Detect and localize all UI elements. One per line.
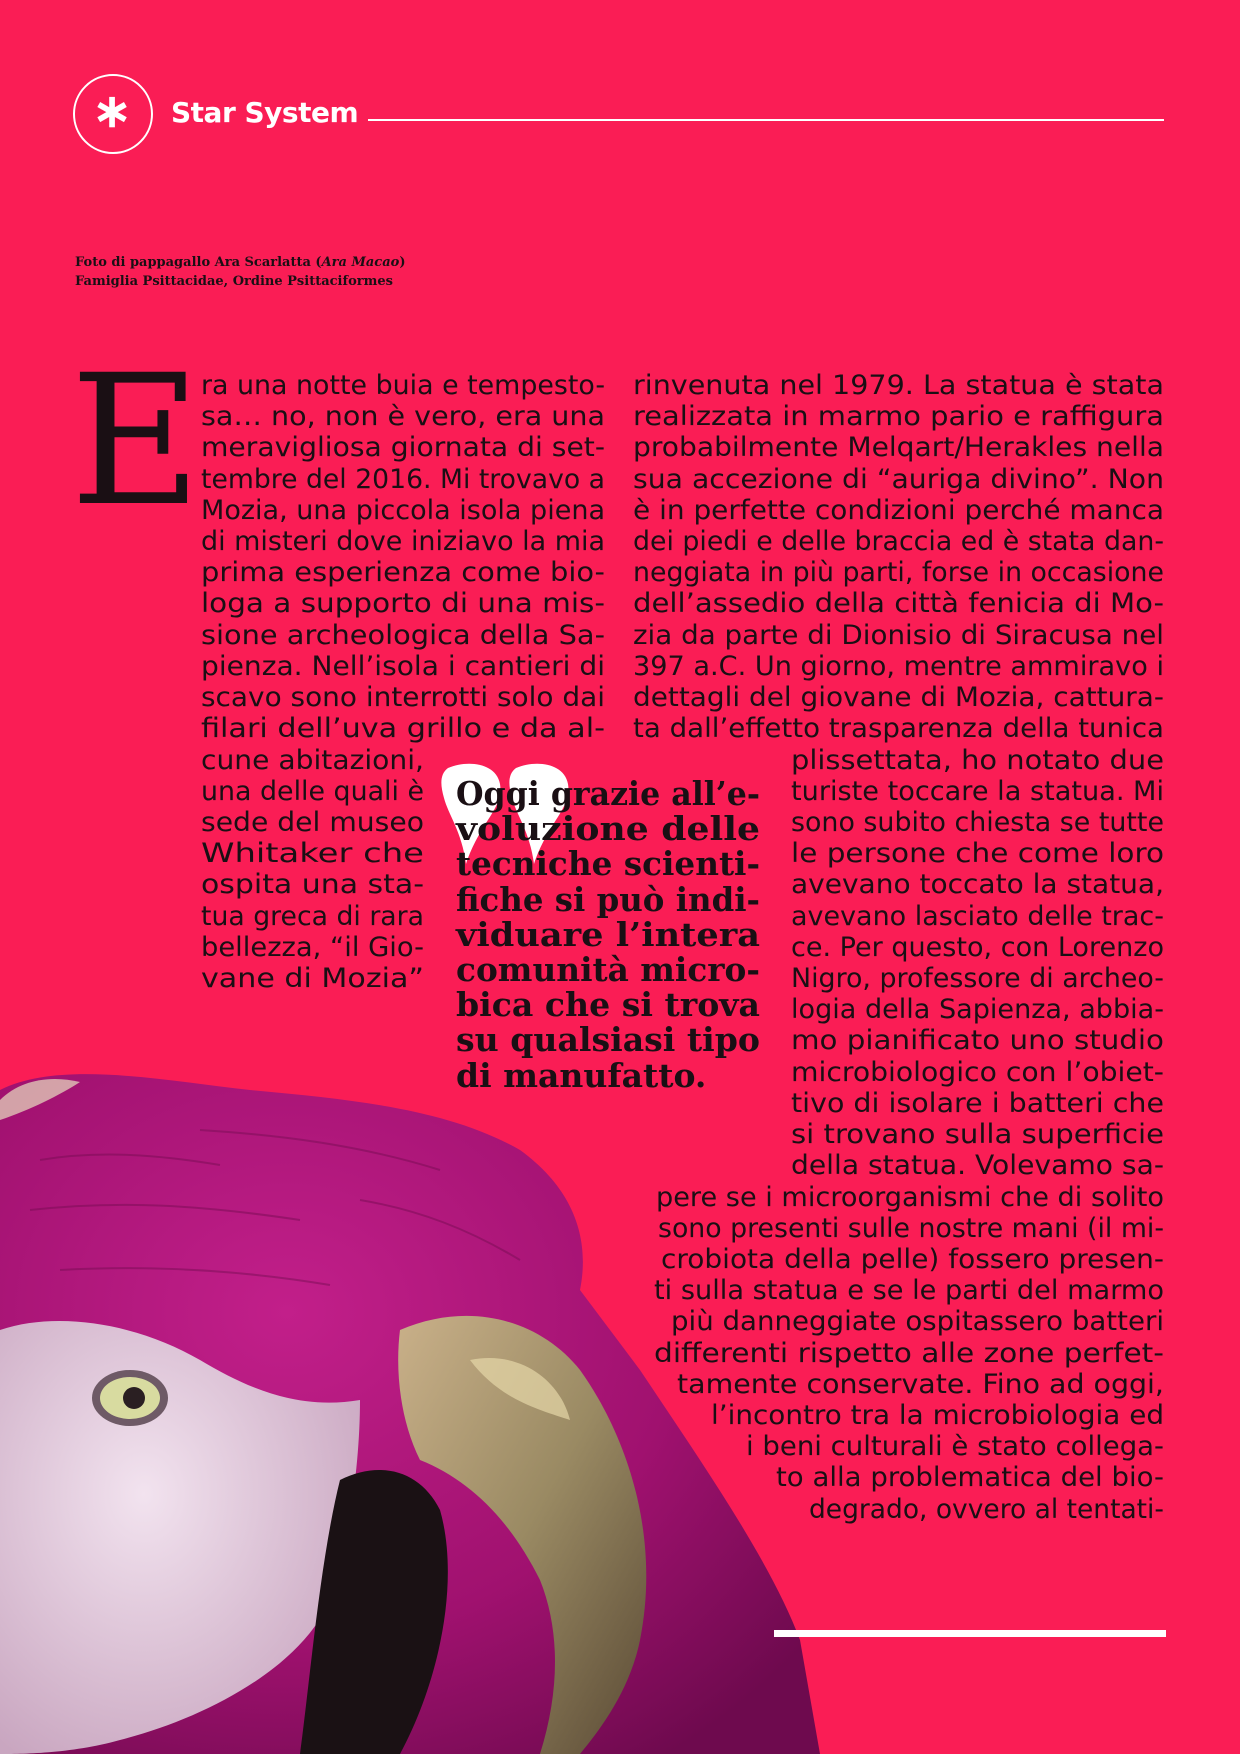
text-line: dei piedi e delle braccia ed è stata dan- [633, 526, 1164, 557]
text-line: le persone che come loro [791, 838, 1164, 870]
text-line: sono presenti sulle nostre mani (il mi- [658, 1212, 1164, 1244]
text-line: su qualsiasi tipo [456, 1020, 760, 1060]
text-line: ospita una sta- [201, 869, 425, 901]
text-line: Nigro, professore di archeo- [791, 962, 1164, 994]
text-line: neggiata in più parti, forse in occasione [633, 557, 1164, 589]
text-line: avevano toccato la statua, [791, 869, 1165, 901]
text-line: pienza. Nell’isola i cantieri di [201, 650, 606, 682]
text-line: realizzata in marmo pario e raffigura [633, 401, 1165, 433]
text-line: rinvenuta nel 1979. La statua è stata [633, 370, 1165, 401]
caption-text: Foto di pappagallo Ara Scarlatta ( [75, 255, 322, 270]
text-line: logia della Sapienza, abbia- [791, 994, 1165, 1026]
text-line: voluzione delle [456, 809, 760, 849]
text-line: Mozia, una piccola isola piena [201, 494, 606, 526]
bottom-divider [774, 1630, 1166, 1637]
caption-line-2: Famiglia Psittacidae, Ordine Psittaciformes [75, 274, 393, 289]
text-line: bellezza, “il Gio- [201, 931, 425, 963]
text-line: avevano lasciato delle trac- [791, 900, 1165, 932]
logo-badge [73, 74, 153, 154]
caption-line-1 [75, 253, 405, 272]
text-line: una delle quali è [201, 775, 424, 807]
header-divider [368, 119, 1164, 121]
text-line: sua accezione di “auriga divino”. Non [633, 463, 1165, 495]
text-line: si trovano sulla superficie [791, 1118, 1164, 1150]
text-line: zia da parte di Dionisio di Siracusa nel [633, 619, 1165, 651]
text-line: più danneggiate ospitassero batteri [671, 1306, 1165, 1338]
text-line: mo pianificato uno studio [791, 1025, 1164, 1057]
text-line: è in perfette condizioni perché manca [633, 494, 1165, 526]
text-line: filari dell’uva grillo e da al- [201, 713, 606, 745]
photo-caption [75, 253, 405, 291]
text-line: dettagli del giovane di Mozia, cattura- [633, 682, 1164, 713]
text-line: degrado, ovvero al tentati- [809, 1493, 1164, 1525]
text-line: tivo di isolare i batteri che [791, 1087, 1165, 1119]
text-line: della statua. Volevamo sa- [791, 1150, 1164, 1182]
text-line: tecniche scienti- [456, 844, 761, 884]
text-line: tembre del 2016. Mi trovavo a [201, 463, 606, 495]
text-line: crobiota della pelle) fossero presen- [661, 1243, 1164, 1275]
text-line: meravigliosa giornata di set- [201, 432, 606, 464]
caption-text: ) [399, 255, 406, 270]
text-line: microbiologico con l’obiet- [791, 1056, 1164, 1088]
drop-cap: E [70, 337, 202, 546]
text-line: bica che si trova [456, 985, 761, 1025]
text-line: sede del museo [201, 806, 424, 838]
text-line: i beni culturali è stato collega- [746, 1431, 1164, 1463]
text-line: 397 a.C. Un giorno, mentre ammiravo i [633, 650, 1164, 682]
text-line: pere se i microorganismi che di solito [656, 1181, 1165, 1213]
text-line: cune abitazioni, [201, 744, 424, 776]
text-line: scavo sono interrotti solo dai [201, 682, 605, 713]
text-line: to alla problematica del bio- [776, 1462, 1164, 1494]
text-line: dell’assedio della città fenicia di Mo- [633, 588, 1164, 620]
text-line: viduare l’intera [456, 914, 760, 954]
text-line: di manufatto. [456, 1055, 707, 1095]
text-line: probabilmente Melqart/Herakles nella [633, 432, 1165, 464]
text-line: Oggi grazie all’e- [456, 774, 761, 813]
text-line: ra una notte buia e tempesto- [201, 370, 606, 401]
text-line: di misteri dove iniziavo la mia [201, 526, 606, 557]
text-line: differenti rispetto alle zone perfet- [654, 1337, 1165, 1369]
text-line: l’incontro tra la microbiologia ed [711, 1399, 1165, 1431]
section-title: Star System [171, 96, 359, 129]
text-line: vane di Mozia” [201, 962, 425, 994]
text-line: tamente conservate. Fino ad oggi, [677, 1368, 1164, 1400]
text-line: comunità micro- [456, 950, 761, 989]
asterisk-icon [75, 76, 151, 152]
text-line: fiche si può indi- [456, 879, 761, 919]
text-line: ti sulla statua e se le parti del marmo [654, 1275, 1164, 1307]
text-line: tua greca di rara [201, 900, 425, 932]
text-line: prima esperienza come bio- [201, 557, 606, 589]
caption-species: Ara Macao [321, 255, 400, 270]
text-line: sono subito chiesta se tutte [791, 806, 1164, 838]
text-line: ce. Per questo, con Lorenzo [791, 931, 1164, 963]
text-line: sione archeologica della Sa- [201, 619, 605, 651]
text-line: plissettata, ho notato due [791, 744, 1165, 776]
text-line: turiste toccare la statua. Mi [791, 775, 1165, 807]
text-line: sa… no, non è vero, era una [201, 401, 606, 433]
text-line: Whitaker che [201, 838, 424, 870]
text-line: loga a supporto di una mis- [201, 588, 606, 620]
text-line: ta dall’effetto trasparenza della tunica [633, 713, 1164, 745]
